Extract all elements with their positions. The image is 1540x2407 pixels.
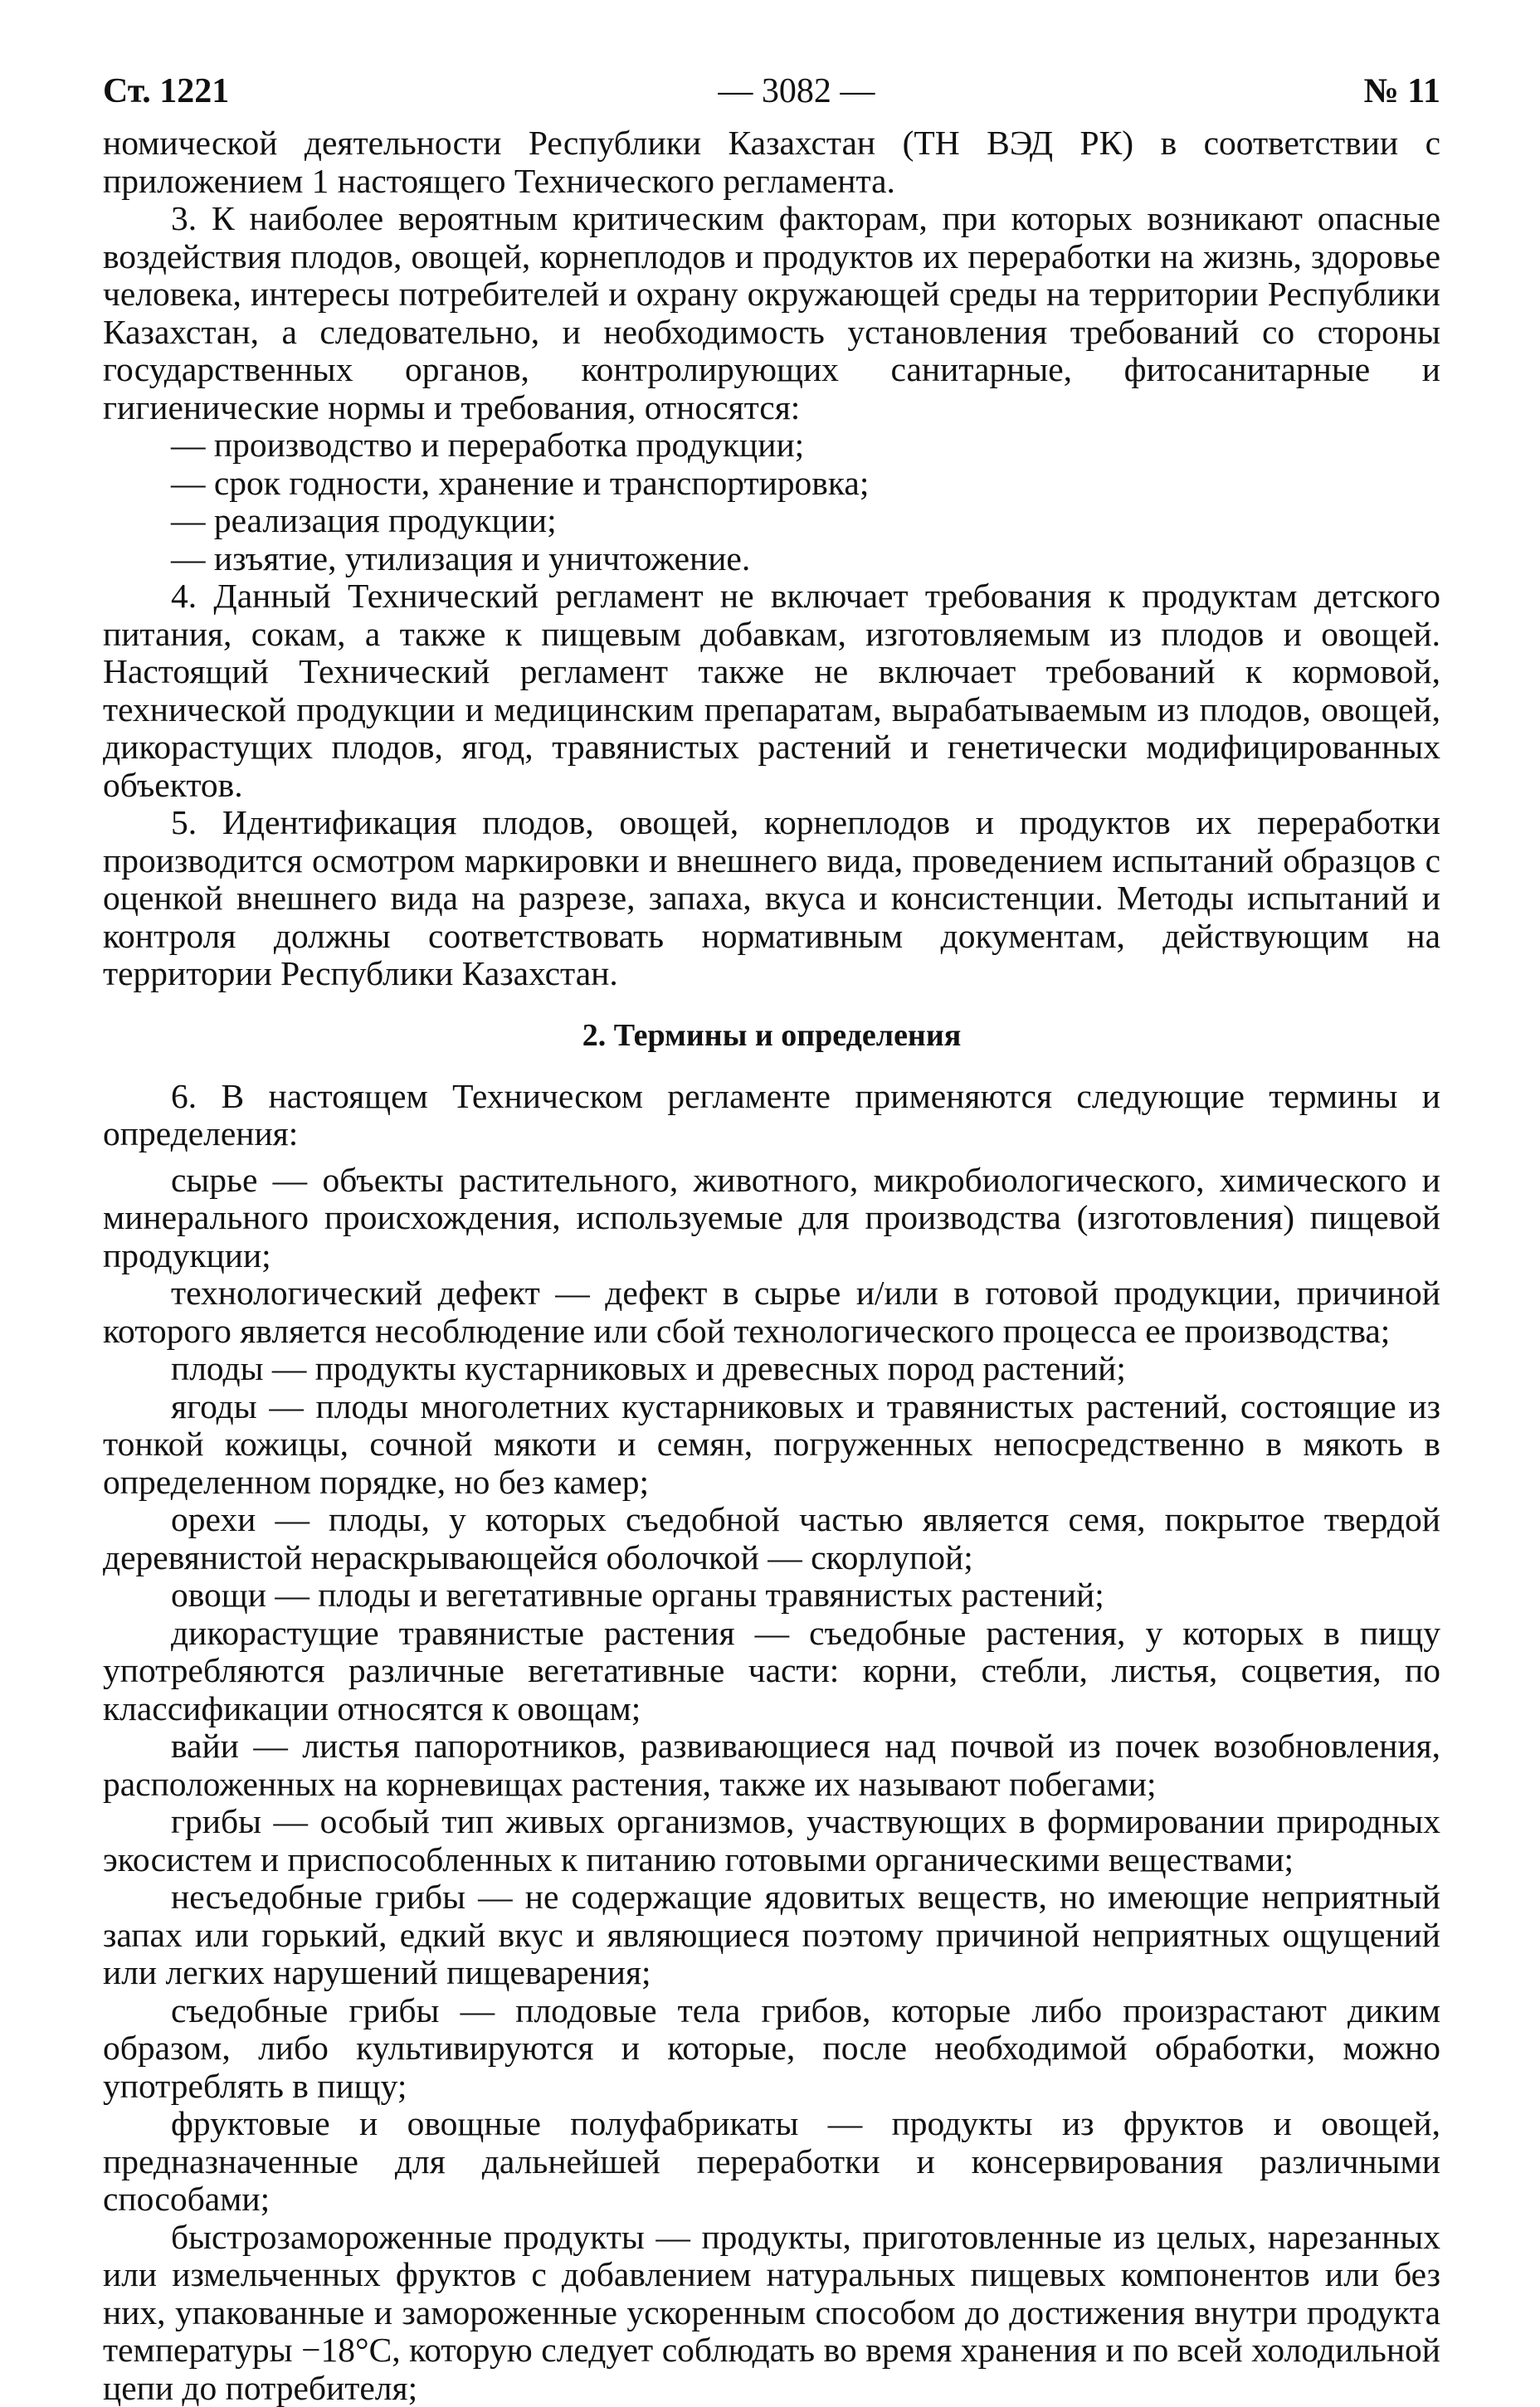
list-item: — производство и переработка продукции; xyxy=(103,426,1440,465)
paragraph-continuation: номической деятельности Республики Казахстан (ТН ВЭД РК) в соответствии с приложением 1 настоящего Технического регламента. xyxy=(103,124,1440,200)
definition-item: несъедобные грибы — не содержащие ядовитых веществ, но имеющие неприятный запах или горький, едкий вкус и являющиеся поэтому причиной неприятных ощущений или легких нарушений пищеварения; xyxy=(103,1878,1440,1992)
definition-item: ягоды — плоды многолетних кустарниковых и травянистых растений, состоящие из тонкой кожицы, сочной мякоти и семян, погруженных непосредственно в мякоть в определенном порядке, но без камер; xyxy=(103,1388,1440,1502)
definition-item: плоды — продукты кустарниковых и древесных пород растений; xyxy=(103,1350,1440,1388)
list-item: — срок годности, хранение и транспортировка; xyxy=(103,465,1440,503)
paragraph-3: 3. К наиболее вероятным критическим факторам, при которых возникают опасные воздействия плодов, овощей, корнеплодов и продуктов их переработки на жизнь, здоровье человека, интересы потребителей и охрану окружающей среды на территории Республики Казахстан, а следовательно, и необходимость установления требований со стороны государственных органов, контролирующих санитарные, фитосанитарные и гигиенические нормы и требования, относятся: xyxy=(103,200,1440,426)
page-header xyxy=(103,71,1440,111)
paragraph-4: 4. Данный Технический регламент не включает требования к продуктам детского питания, сокам, а также к пищевым добавкам, изготовляемым из плодов и овощей. Настоящий Технический регламент также не включает требований к кормовой, технической продукции и медицинским препаратам, вырабатываемым из плодов, овощей, дикорастущих плодов, ягод, травянистых растений и генетически модифицированных объектов. xyxy=(103,577,1440,804)
list-item: — изъятие, утилизация и уничтожение. xyxy=(103,540,1440,578)
definition-item: быстрозамороженные продукты — продукты, приготовленные из целых, нарезанных или измельченных фруктов с добавлением натуральных пищевых компонентов или без них, упакованные и замороженные ускоренным способом до достижения внутри продукта температуры −18°С, которую следует соблюдать во время хранения и по всей холодильной цепи до потребителя; xyxy=(103,2219,1440,2407)
paragraph-6: 6. В настоящем Техническом регламенте применяются следующие термины и определения: xyxy=(103,1078,1440,1153)
article-number: Ст. 1221 xyxy=(103,71,229,111)
definition-item: вайи — листья папоротников, развивающиеся над почвой из почек возобновления, расположенных на корневищах растения, также их называют побегами; xyxy=(103,1727,1440,1803)
definition-item: сырье — объекты растительного, животного, микробиологического, химического и минерального происхождения, используемые для производства (изготовления) пищевой продукции; xyxy=(103,1162,1440,1275)
definitions-list xyxy=(103,1162,1440,2407)
definition-item: технологический дефект — дефект в сырье и/или в готовой продукции, причиной которого является несоблюдение или сбой технологического процесса ее производства; xyxy=(103,1274,1440,1350)
definition-item: съедобные грибы — плодовые тела грибов, которые либо произрастают диким образом, либо культивируются и которые, после необходимой обработки, можно употреблять в пищу; xyxy=(103,1992,1440,2106)
paragraph-5: 5. Идентификация плодов, овощей, корнеплодов и продуктов их переработки производится осмотром маркировки и внешнего вида, проведением испытаний образцов с оценкой внешнего вида на разрезе, запаха, вкуса и консистенции. Методы испытаний и контроля должны соответствовать нормативным документам, действующим на территории Республики Казахстан. xyxy=(103,804,1440,993)
section-heading: 2. Термины и определения xyxy=(103,1016,1440,1055)
page-number: — 3082 — xyxy=(718,71,875,111)
definition-item: овощи — плоды и вегетативные органы травянистых растений; xyxy=(103,1576,1440,1615)
issue-number: № 11 xyxy=(1364,71,1440,111)
definition-item: грибы — особый тип живых организмов, участвующих в формировании природных экосистем и приспособленных к питанию готовыми органическими веществами; xyxy=(103,1803,1440,1878)
list-item: — реализация продукции; xyxy=(103,502,1440,540)
definition-item: дикорастущие травянистые растения — съедобные растения, у которых в пищу употребляются различные вегетативные части: корни, стебли, листья, соцветия, по классификации относятся к овощам; xyxy=(103,1615,1440,1728)
document-page xyxy=(103,71,1440,2407)
definition-item: орехи — плоды, у которых съедобной частью является семя, покрытое твердой деревянистой нераскрывающейся оболочкой — скорлупой; xyxy=(103,1501,1440,1576)
definition-item: фруктовые и овощные полуфабрикаты — продукты из фруктов и овощей, предназначенные для дальнейшей переработки и консервирования различными способами; xyxy=(103,2105,1440,2219)
